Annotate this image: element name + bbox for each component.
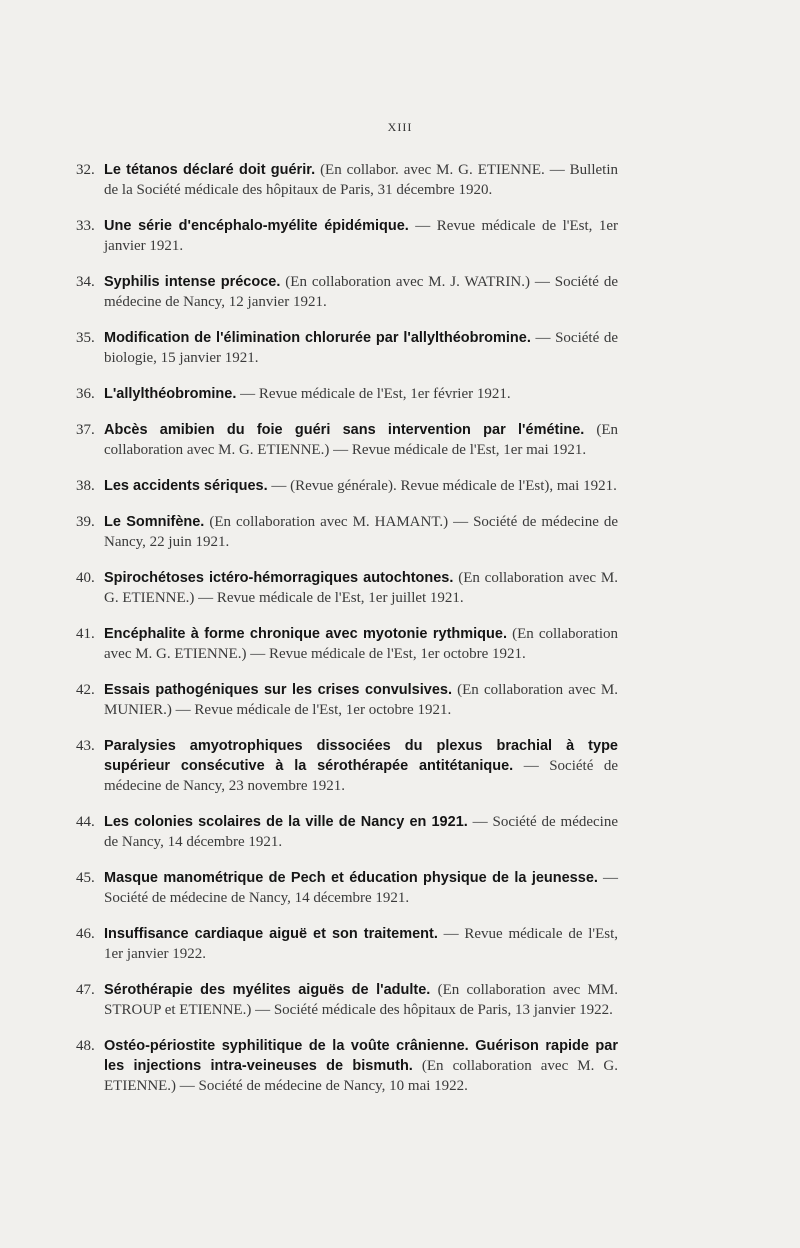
entry-body <box>104 160 618 200</box>
entry-number: 42. <box>76 682 95 698</box>
entry-title: L'allylthéobromine. <box>104 386 237 402</box>
entry-title: Les accidents sériques. <box>104 478 268 494</box>
list-item <box>0 420 800 460</box>
entry-title: Le Somnifène. <box>104 514 205 530</box>
list-item <box>0 1036 800 1096</box>
entry-reference: — (Revue générale). Revue médicale de l'Est), mai 1921. <box>267 478 617 494</box>
entry-reference: (En collaboration avec M. G. ETIENNE.) — Revue médicale de l'Est, 1er mai 1921. <box>104 422 618 458</box>
entry-number: 38. <box>76 478 95 494</box>
list-item <box>0 736 800 796</box>
list-item <box>0 680 800 720</box>
entry-number: 36. <box>76 386 95 402</box>
entry-reference: (En collaboration avec M. HAMANT.) — Société de médecine de Nancy, 22 juin 1921. <box>104 514 618 550</box>
entry-number: 37. <box>76 422 95 438</box>
list-item <box>0 924 800 964</box>
entry-number: 43. <box>76 738 95 754</box>
entry-number: 32. <box>76 162 95 178</box>
entry-body <box>104 420 618 460</box>
entry-number: 40. <box>76 570 95 586</box>
list-item <box>0 272 800 312</box>
entry-title: Essais pathogéniques sur les crises convulsives. <box>104 682 452 698</box>
list-item <box>0 812 800 852</box>
entry-number: 34. <box>76 274 95 290</box>
entry-body <box>104 328 618 368</box>
list-item <box>0 384 800 404</box>
entry-body <box>104 476 618 496</box>
entry-title: Insuffisance cardiaque aiguë et son traitement. <box>104 926 438 942</box>
entry-reference: — Revue médicale de l'Est, 1er février 1921. <box>236 386 511 402</box>
entry-reference: — Société de biologie, 15 janvier 1921. <box>104 330 619 366</box>
entry-body <box>104 512 618 552</box>
list-item <box>0 568 800 608</box>
entry-reference: (En collaboration avec M. J. WATRIN.) — Société de médecine de Nancy, 12 janvier 1921. <box>104 274 618 310</box>
list-item <box>0 476 800 496</box>
list-item <box>0 512 800 552</box>
entry-number: 48. <box>76 1038 95 1054</box>
entry-reference: (En collaboration avec M. G. ETIENNE.) — Revue médicale de l'Est, 1er octobre 1921. <box>104 626 618 662</box>
list-item <box>0 328 800 368</box>
entry-body <box>104 272 618 312</box>
entry-body <box>104 216 618 256</box>
list-item <box>0 160 800 200</box>
entry-title: Encéphalite à forme chronique avec myotonie rythmique. <box>104 626 507 642</box>
entry-body <box>104 980 618 1020</box>
entry-number: 47. <box>76 982 95 998</box>
entry-body <box>104 568 618 608</box>
entry-body <box>104 924 618 964</box>
entry-number: 35. <box>76 330 95 346</box>
entry-number: 46. <box>76 926 95 942</box>
entry-title: Syphilis intense précoce. <box>104 274 281 290</box>
entry-title: Paralysies amyotrophiques dissociées du plexus brachial à type supérieur consécutive à la sérothérapée antitétanique. <box>104 738 618 774</box>
list-item <box>0 868 800 908</box>
entry-number: 45. <box>76 870 95 886</box>
entry-reference: (En collaboration avec M. G. ETIENNE.) — Revue médicale de l'Est, 1er juillet 1921. <box>104 570 618 606</box>
page-number: XIII <box>387 120 413 134</box>
entry-title: Masque manométrique de Pech et éducation physique de la jeunesse. <box>104 870 598 886</box>
entry-title: Ostéo-périostite syphilitique de la voûte crânienne. Guérison rapide par les injections intra-veineuses de bismuth. <box>104 1038 618 1074</box>
entry-reference: (En collaboration avec M. G. ETIENNE.) — Société de médecine de Nancy, 10 mai 1922. <box>104 1058 618 1094</box>
entry-reference: — Société de médecine de Nancy, 14 décembre 1921. <box>104 870 619 906</box>
entry-title: Sérothérapie des myélites aiguës de l'adulte. <box>104 982 431 998</box>
entry-title: Spirochétoses ictéro-hémorragiques autochtones. <box>104 570 454 586</box>
bibliography-list <box>0 160 800 1112</box>
entry-body <box>104 1036 618 1096</box>
entry-reference: — Société de médecine de Nancy, 14 décembre 1921. <box>104 814 618 850</box>
entry-reference: (En collaboration avec MM. STROUP et ETIENNE.) — Société médicale des hôpitaux de Paris, 13 janvier 1922. <box>104 982 618 1018</box>
entry-reference: (En collabor. avec M. G. ETIENNE. — Bulletin de la Société médicale des hôpitaux de Paris, 31 décembre 1920. <box>104 162 619 198</box>
entry-title: Une série d'encéphalo-myélite épidémique. <box>104 218 409 234</box>
entry-title: Abcès amibien du foie guéri sans intervention par l'émétine. <box>104 422 585 438</box>
entry-number: 41. <box>76 626 95 642</box>
entry-title: Modification de l'élimination chlorurée par l'allylthéobromine. <box>104 330 531 346</box>
entry-body <box>104 680 618 720</box>
entry-number: 44. <box>76 814 95 830</box>
list-item <box>0 980 800 1020</box>
entry-reference: — Société de médecine de Nancy, 23 novembre 1921. <box>104 758 618 794</box>
list-item <box>0 216 800 256</box>
entry-number: 33. <box>76 218 95 234</box>
entry-reference: (En collaboration avec M. MUNIER.) — Revue médicale de l'Est, 1er octobre 1921. <box>104 682 619 718</box>
list-item <box>0 624 800 664</box>
entry-title: Le tétanos déclaré doit guérir. <box>104 162 316 178</box>
entry-reference: — Revue médicale de l'Est, 1er janvier 1922. <box>104 926 619 962</box>
entry-body <box>104 812 618 852</box>
entry-body <box>104 624 618 664</box>
entry-title: Les colonies scolaires de la ville de Nancy en 1921. <box>104 814 468 830</box>
entry-reference: — Revue médicale de l'Est, 1er janvier 1921. <box>104 218 618 254</box>
entry-body <box>104 384 618 404</box>
entry-number: 39. <box>76 514 95 530</box>
entry-body <box>104 868 618 908</box>
entry-body <box>104 736 618 796</box>
